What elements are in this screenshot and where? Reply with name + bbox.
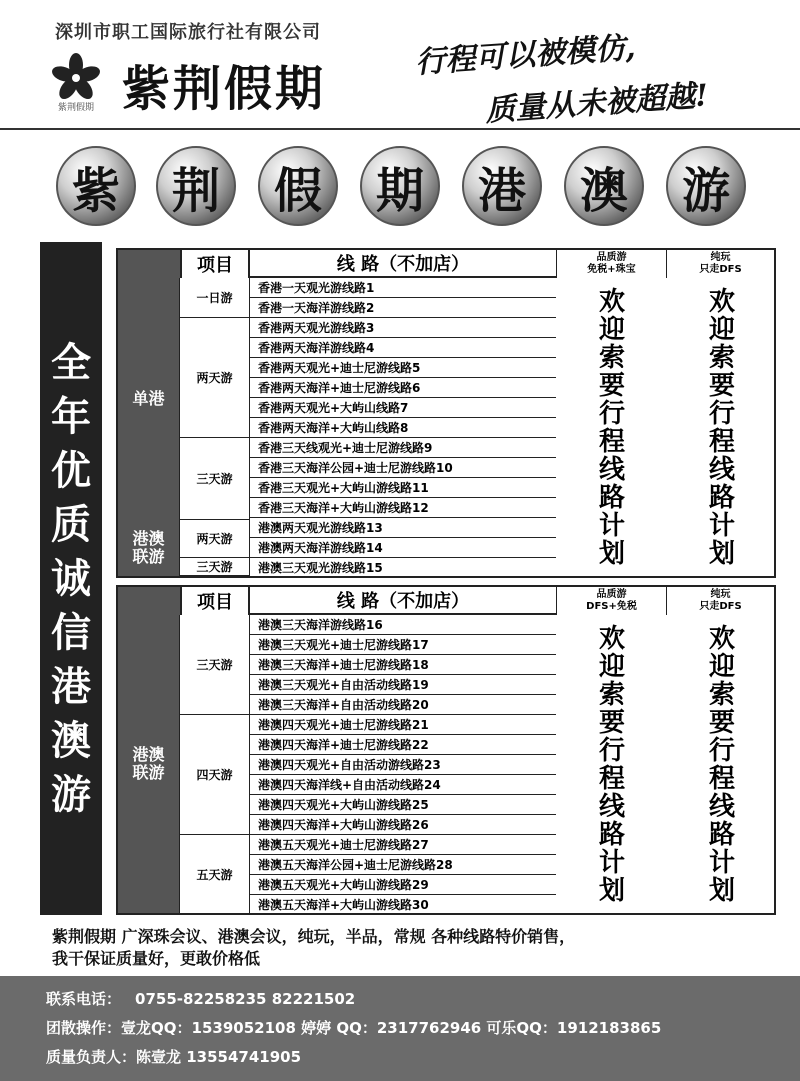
table-row: 港澳三天海洋游线路16: [250, 615, 556, 635]
banner-char: 诚: [51, 555, 91, 602]
big-char: 计: [708, 848, 735, 878]
title-ball: [462, 146, 542, 226]
header-pure-tour: 纯玩 只走DFS: [666, 250, 774, 278]
big-char: 路: [598, 820, 625, 850]
group-single-hk: 单港: [118, 278, 180, 520]
phone-label: 联系电话：: [46, 990, 122, 1008]
banner-char: 年: [51, 393, 91, 440]
banner-char: 优: [51, 447, 91, 494]
title-char: 紫: [71, 162, 120, 219]
header-route: 线 路（不加店）: [250, 250, 556, 278]
slogan-line-1: 行程可以被模仿,: [414, 30, 637, 81]
sub-hkmo-three: 三天游: [180, 558, 250, 576]
title-char: 假: [273, 162, 322, 219]
table-row: 香港三天线观光+迪士尼游线路9: [250, 438, 556, 458]
table-row: 港澳四天观光+迪士尼游线路21: [250, 715, 556, 735]
phone-value: 0755-82258235 82221502: [135, 990, 356, 1008]
phone-row: [46, 988, 355, 1009]
promo-line-2: 我干保证质量好，更敢价格低: [52, 949, 261, 968]
table-row: 港澳四天海洋+大屿山游线路26: [250, 815, 556, 835]
route-table-hkmo: [116, 585, 776, 915]
big-char: 路: [598, 483, 625, 513]
banner-char: 信: [51, 609, 91, 656]
big-char: 欢: [598, 287, 625, 317]
title-ball: [258, 146, 338, 226]
big-char: 划: [598, 876, 625, 906]
title-char: 期: [375, 162, 424, 219]
big-char: 索: [708, 680, 735, 710]
table-row: 港澳三天观光+自由活动线路19: [250, 675, 556, 695]
big-char: 程: [708, 764, 735, 794]
logo-caption: 紫荆假期: [57, 103, 94, 113]
big-char: 索: [598, 343, 625, 373]
big-char: 欢: [598, 624, 625, 654]
table-row: 港澳四天观光+大屿山游线路25: [250, 795, 556, 815]
big-char: 线: [598, 792, 625, 822]
quality-label: 质量负责人：: [46, 1048, 137, 1066]
contact-footer: [0, 976, 800, 1081]
big-char: 线: [598, 455, 625, 485]
big-char: 路: [708, 483, 735, 513]
group-hkmo: 港澳 联游: [118, 520, 180, 576]
big-char: 索: [708, 343, 735, 373]
header-quality-tour: 品质游 免税+珠宝: [556, 250, 666, 278]
quality-tour-column: [558, 288, 666, 568]
table-row: 香港两天海洋游线路4: [250, 338, 556, 358]
promo-text: [52, 926, 792, 970]
header-pure-tour: 纯玩 只走DFS: [666, 587, 774, 615]
ops-label: 团散操作：: [46, 1019, 122, 1037]
table-row: 香港两天观光+迪士尼游线路5: [250, 358, 556, 378]
table-row: 港澳三天海洋+迪士尼游线路18: [250, 655, 556, 675]
big-char: 要: [598, 708, 625, 738]
big-char: 程: [708, 427, 735, 457]
table-row: 香港两天海洋+迪士尼游线路6: [250, 378, 556, 398]
group-hkmo: 港澳 联游: [118, 615, 180, 913]
title-char: 港: [477, 162, 526, 219]
table-row: 香港一天海洋游线路2: [250, 298, 556, 318]
banner-char: 澳: [51, 717, 91, 764]
big-char: 要: [708, 708, 735, 738]
brand-title: 紫荆假期: [122, 61, 327, 117]
big-char: 划: [598, 539, 625, 569]
sub-threeday: 三天游: [180, 438, 250, 520]
table-row: 香港三天海洋+大屿山游线路12: [250, 498, 556, 518]
big-char: 行: [708, 399, 735, 429]
header-route: 线 路（不加店）: [250, 587, 556, 615]
sub-oneday: 一日游: [180, 278, 250, 318]
big-char: 迎: [598, 315, 625, 345]
big-char: 行: [598, 736, 625, 766]
header-quality-tour: 品质游 DFS+免税: [556, 587, 666, 615]
table-row: 香港三天海洋公园+迪士尼游线路10: [250, 458, 556, 478]
table-row: 港澳四天观光+自由活动游线路23: [250, 755, 556, 775]
big-char: 程: [598, 427, 625, 457]
big-char: 要: [708, 371, 735, 401]
big-char: 计: [598, 511, 625, 541]
ops-value: 壹龙QQ：1539052108 婷婷 QQ：2317762946 可乐QQ：1912183865: [121, 1019, 662, 1037]
table-row: 港澳三天观光游线路15: [258, 561, 383, 575]
table-row: 港澳四天海洋线+自由活动线路24: [250, 775, 556, 795]
sub-three: 三天游: [180, 615, 250, 715]
big-char: 迎: [708, 315, 735, 345]
table-row: 香港两天海洋+大屿山线路8: [250, 418, 556, 438]
big-char: 欢: [708, 287, 735, 317]
big-char: 迎: [598, 652, 625, 682]
big-char: 行: [598, 399, 625, 429]
title-char: 澳: [579, 162, 628, 219]
header-blank: [118, 587, 180, 615]
big-char: 行: [708, 736, 735, 766]
big-char: 划: [708, 876, 735, 906]
table-row: 香港两天观光游线路3: [250, 318, 556, 338]
sub-four: 四天游: [180, 715, 250, 835]
sub-twoday: 两天游: [180, 318, 250, 438]
big-char: 线: [708, 455, 735, 485]
big-char: 迎: [708, 652, 735, 682]
slogan-line-2: 质量从未被超越!: [484, 78, 710, 129]
title-ball: [360, 146, 440, 226]
big-char: 线: [708, 792, 735, 822]
pure-tour-column: [668, 625, 776, 905]
table-row: 港澳两天观光游线路13: [250, 518, 556, 538]
table-row: 香港一天观光游线路1: [250, 278, 556, 298]
ops-row: [46, 1017, 661, 1038]
banner-char: 游: [51, 771, 91, 818]
header-item: 项目: [180, 587, 250, 615]
table-row: 港澳五天观光+迪士尼游线路27: [250, 835, 556, 855]
table-row: 港澳四天海洋+迪士尼游线路22: [250, 735, 556, 755]
header-blank: [118, 250, 180, 278]
title-ball: [564, 146, 644, 226]
table-row: 香港三天观光+大屿山游线路11: [250, 478, 556, 498]
table-row: 港澳五天观光+大屿山游线路29: [250, 875, 556, 895]
table-row: 港澳五天海洋公园+迪士尼游线路28: [250, 855, 556, 875]
table-row: 港澳五天海洋+大屿山游线路30: [258, 898, 429, 912]
banner-char: 港: [51, 663, 91, 710]
quality-value: 陈壹龙 13554741905: [136, 1048, 302, 1066]
big-char: 程: [598, 764, 625, 794]
vertical-banner: [40, 242, 102, 915]
big-char: 欢: [708, 624, 735, 654]
big-char: 索: [598, 680, 625, 710]
big-char: 划: [708, 539, 735, 569]
pure-tour-column: [668, 288, 776, 568]
title-ball: [56, 146, 136, 226]
banner-char: 质: [51, 501, 91, 548]
sub-five: 五天游: [180, 835, 250, 913]
title-char: 荆: [171, 162, 220, 219]
big-char: 路: [708, 820, 735, 850]
route-table-hk: [116, 248, 776, 578]
table-row: 港澳三天海洋+自由活动线路20: [250, 695, 556, 715]
title-ball: [666, 146, 746, 226]
title-balls: [0, 140, 800, 230]
title-char: 游: [681, 162, 730, 219]
big-char: 要: [598, 371, 625, 401]
table-row: 港澳三天观光+迪士尼游线路17: [250, 635, 556, 655]
sub-hkmo-two: 两天游: [180, 520, 250, 558]
table-row: 港澳两天海洋游线路14: [250, 538, 556, 558]
quality-tour-column: [558, 625, 666, 905]
title-ball: [156, 146, 236, 226]
big-char: 计: [708, 511, 735, 541]
company-name: 深圳市职工国际旅行社有限公司: [55, 22, 321, 43]
promo-line-1: 紫荆假期 广深珠会议、港澳会议，纯玩，半品，常规 各种线路特价销售，: [52, 927, 576, 946]
big-char: 计: [598, 848, 625, 878]
table-row: 香港两天观光+大屿山线路7: [250, 398, 556, 418]
header-item: 项目: [180, 250, 250, 278]
banner-char: 全: [51, 339, 91, 386]
quality-row: [46, 1046, 301, 1067]
header: [0, 0, 800, 130]
